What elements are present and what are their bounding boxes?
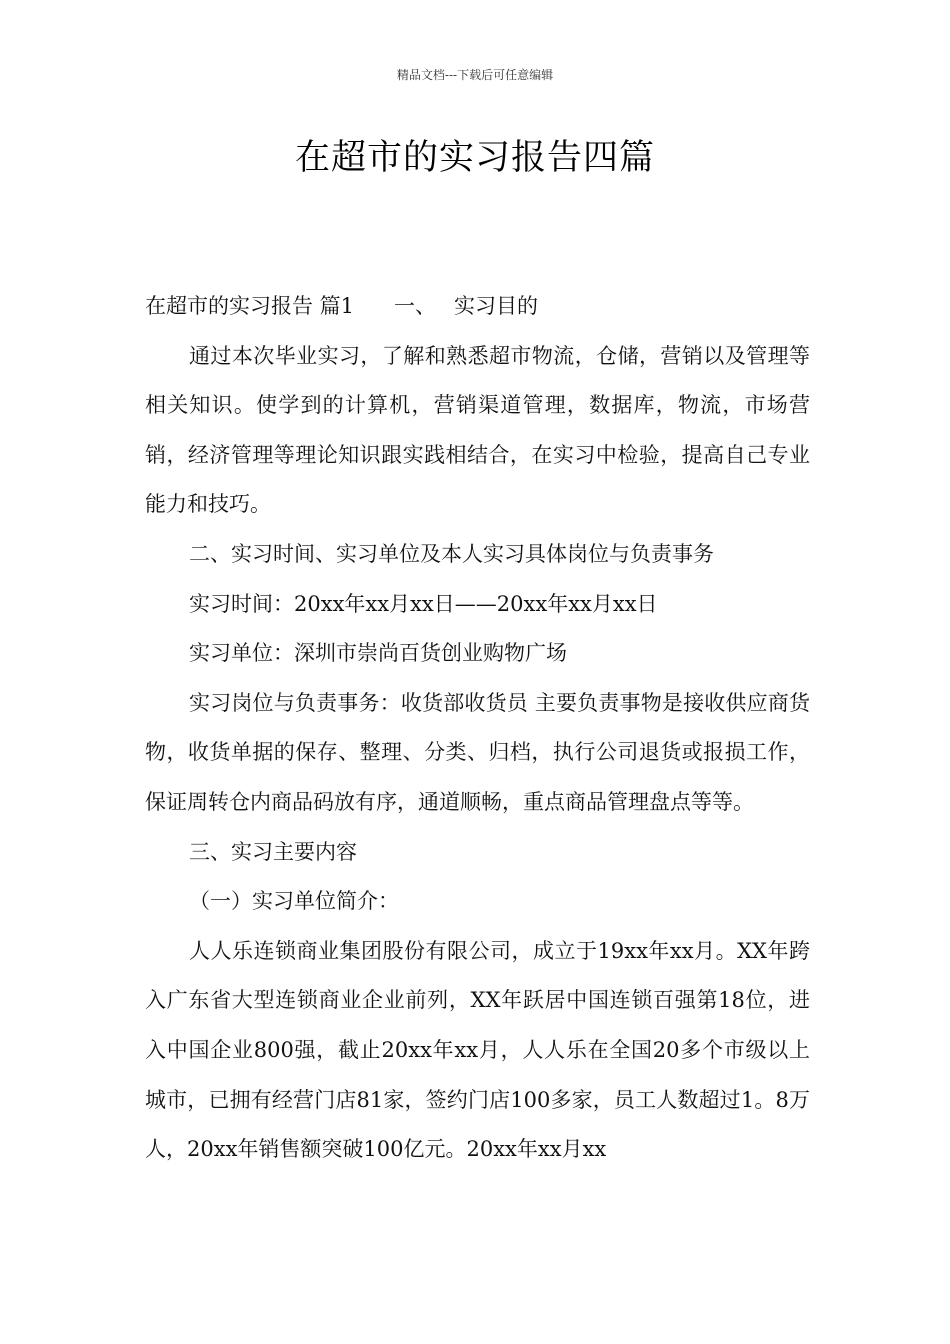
header-note: 精品文档---下载后可任意编辑 xyxy=(396,68,554,82)
report-label: 在超市的实习报告 篇1 xyxy=(145,294,355,318)
paragraph-internship-unit: 实习单位：深圳市崇尚百货创业购物广场 xyxy=(189,641,567,666)
paragraph-purpose: 通过本次毕业实习，了解和熟悉超市物流，仓储，营销以及管理等相关知识。使学到的计算机，营销渠道管理，数据库，物流，市场营销，经济管理等理论知识跟实践相结合，在实习中检验，提高自己专业能力和技巧。 xyxy=(145,343,810,517)
heading-internship-details: 二、实习时间、实习单位及本人实习具体岗位与负责事务 xyxy=(189,541,714,566)
paragraph-internship-duties: 实习岗位与负责事务：收货部收货员 主要负责事物是接收供应商货物，收货单据的保存、整理、分类、归档，执行公司退货或报损工作，保证周转仓内商品码放有序，通道顺畅，重点商品管理盘点等等。 xyxy=(145,690,810,814)
paragraph-company-intro: 人人乐连锁商业集团股份有限公司，成立于19xx年xx月。XX年跨入广东省大型连锁商业企业前列，XX年跃居中国连锁百强第18位，进入中国企业800强，截止20xx年xx月，人人乐在全国20多个市级以上城市，已拥有经营门店81家，签约门店100多家，员工人数超过1。8万人，20xx年销售额突破100亿元。20xx年xx月xx xyxy=(145,938,810,1162)
document-title: 在超市的实习报告四篇 xyxy=(294,138,655,178)
section-name: 实习目的 xyxy=(454,294,539,318)
paragraph-internship-time: 实习时间：20xx年xx月xx日——20xx年xx月xx日 xyxy=(189,591,658,616)
section-heading-line xyxy=(145,282,810,332)
heading-main-content: 三、实习主要内容 xyxy=(189,839,357,864)
subheading-company-intro: （一）实习单位简介： xyxy=(189,889,399,914)
section-number: 一、 xyxy=(394,294,437,318)
document-body xyxy=(145,282,810,1175)
